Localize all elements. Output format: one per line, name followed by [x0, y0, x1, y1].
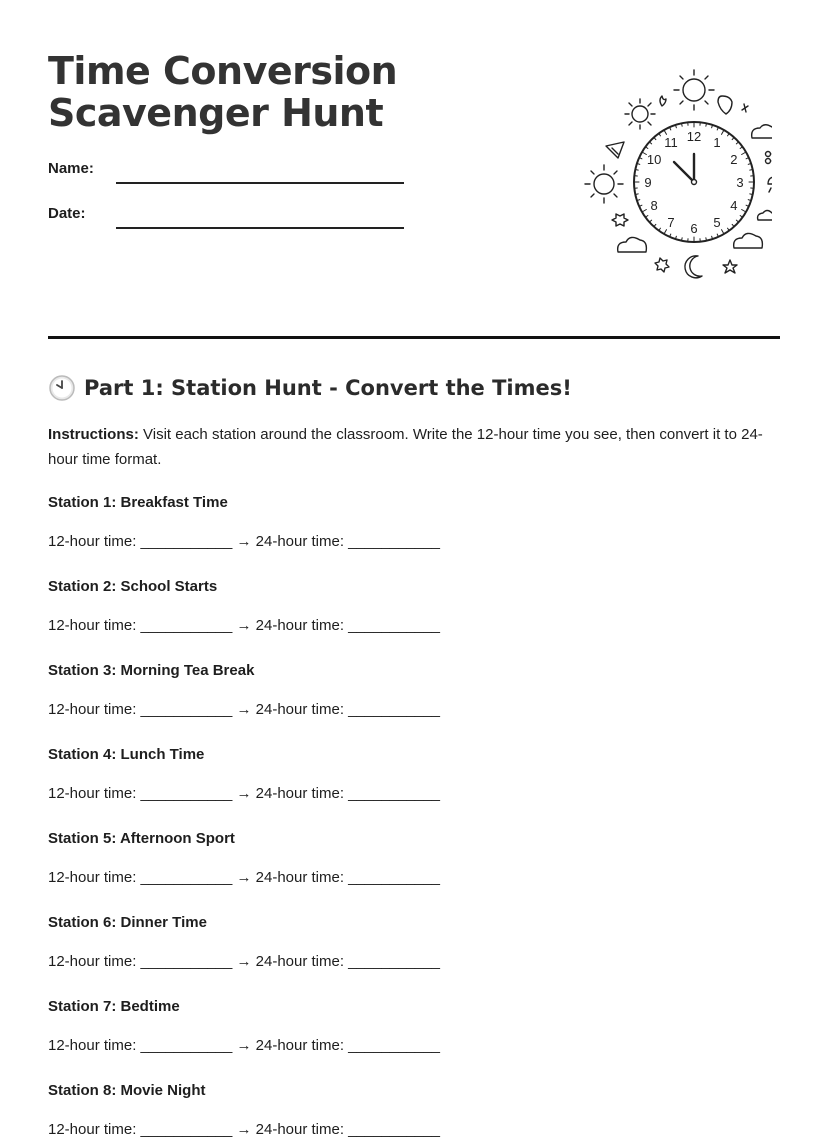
sun-icon [585, 165, 623, 203]
clock-tick [645, 147, 647, 149]
name-write-line[interactable] [116, 182, 404, 184]
clock-icon [48, 374, 76, 402]
station-title: Station 4: Lunch Time [48, 745, 768, 765]
station-answer-line[interactable]: 12-hour time: ___________ → 24-hour time: ___________ [48, 1121, 440, 1138]
clock-tick [728, 228, 730, 230]
cloud-icon [752, 125, 772, 138]
fire-icon [660, 96, 666, 106]
clock-number: 2 [730, 152, 737, 167]
clock-tick [740, 147, 742, 149]
clock-number: 4 [730, 198, 737, 213]
title-line-2: Scavenger Hunt [48, 91, 383, 135]
station-answer-line[interactable]: 12-hour time: ___________ → 24-hour time: ___________ [48, 617, 440, 634]
sun-icon [674, 70, 714, 110]
clock-tick [659, 228, 661, 230]
clock-number: 8 [651, 198, 658, 213]
station-title: Station 3: Morning Tea Break [48, 661, 768, 681]
clock-tick [682, 238, 683, 241]
station-title: Station 5: Afternoon Sport [48, 829, 768, 849]
station-title: Station 6: Dinner Time [48, 913, 768, 933]
clock-tick [642, 152, 646, 155]
clock-illustration [552, 66, 772, 296]
worksheet-page [48, 0, 780, 1118]
instructions-text: Visit each station around the classroom. Write the 12-hour time you see, then convert it to 24-hour time format. [48, 426, 763, 468]
instructions-label: Instructions: [48, 426, 139, 443]
station-answer-line[interactable]: 12-hour time: ___________ → 24-hour time: ___________ [48, 533, 440, 550]
station-5 [48, 829, 768, 849]
clock-tick [722, 130, 725, 134]
name-field[interactable] [48, 160, 408, 190]
section-divider [48, 336, 780, 339]
clock-tick [740, 216, 742, 218]
clock-tick [742, 210, 746, 213]
clock-tick [645, 216, 647, 218]
clock-tick [635, 170, 638, 171]
clock-tick [642, 210, 646, 213]
clock-tick [728, 133, 730, 135]
clock-number: 11 [664, 135, 678, 150]
rain-drops-icon [766, 152, 773, 164]
clock-number: 9 [644, 175, 651, 190]
clock-tick [722, 230, 725, 234]
date-label: Date: [48, 205, 86, 222]
part1-heading [48, 374, 572, 402]
clock-tick [682, 123, 683, 126]
minute-hand [674, 162, 694, 182]
station-3 [48, 661, 768, 681]
date-field[interactable] [48, 205, 408, 235]
station-6 [48, 913, 768, 933]
station-answer-line[interactable]: 12-hour time: ___________ → 24-hour time: ___________ [48, 953, 440, 970]
clock-number: 1 [713, 135, 720, 150]
clock-number: 6 [690, 221, 697, 236]
station-2 [48, 577, 768, 597]
clock-number: 3 [736, 175, 743, 190]
station-answer-line[interactable]: 12-hour time: ___________ → 24-hour time: ___________ [48, 869, 440, 886]
station-8 [48, 1081, 768, 1101]
clock-tick [659, 133, 661, 135]
title-line-1: Time Conversion [48, 49, 397, 93]
name-label: Name: [48, 160, 94, 177]
moon-icon [685, 256, 702, 278]
station-answer-line[interactable]: 12-hour time: ___________ → 24-hour time: ___________ [48, 1037, 440, 1054]
star-icon [723, 260, 737, 273]
date-write-line[interactable] [116, 227, 404, 229]
cloud-icon [618, 237, 647, 252]
shield-icon [718, 96, 732, 114]
clock-number: 10 [647, 152, 661, 167]
clock-number: 12 [687, 129, 701, 144]
clock-number: 7 [667, 215, 674, 230]
station-title: Station 2: School Starts [48, 577, 768, 597]
station-7 [48, 997, 768, 1017]
sparkle-icon [742, 104, 748, 112]
clock-tick [750, 194, 753, 195]
clock-tick [635, 194, 638, 195]
clock-tick [706, 123, 707, 126]
clock-tick [706, 238, 707, 241]
clock-tick [664, 130, 667, 134]
clock-tick [750, 170, 753, 171]
station-4 [48, 745, 768, 765]
rain-cloud-icon [768, 177, 772, 192]
instructions [48, 422, 768, 472]
station-1 [48, 493, 768, 513]
clock-tick [742, 152, 746, 155]
cloud-icon [734, 233, 763, 248]
clock-tick [664, 230, 667, 234]
page-title [48, 50, 397, 134]
flower-icon [655, 258, 669, 272]
clock-number: 5 [713, 215, 720, 230]
station-answer-line[interactable]: 12-hour time: ___________ → 24-hour time: ___________ [48, 701, 440, 718]
sun-icon [625, 99, 655, 129]
station-title: Station 1: Breakfast Time [48, 493, 768, 513]
part1-title: Part 1: Station Hunt - Convert the Times! [84, 376, 572, 400]
compass-icon [606, 142, 624, 158]
flower-icon [612, 214, 628, 226]
station-answer-line[interactable]: 12-hour time: ___________ → 24-hour time: ___________ [48, 785, 440, 802]
station-title: Station 7: Bedtime [48, 997, 768, 1017]
cloud-icon [758, 211, 772, 221]
station-title: Station 8: Movie Night [48, 1081, 768, 1101]
